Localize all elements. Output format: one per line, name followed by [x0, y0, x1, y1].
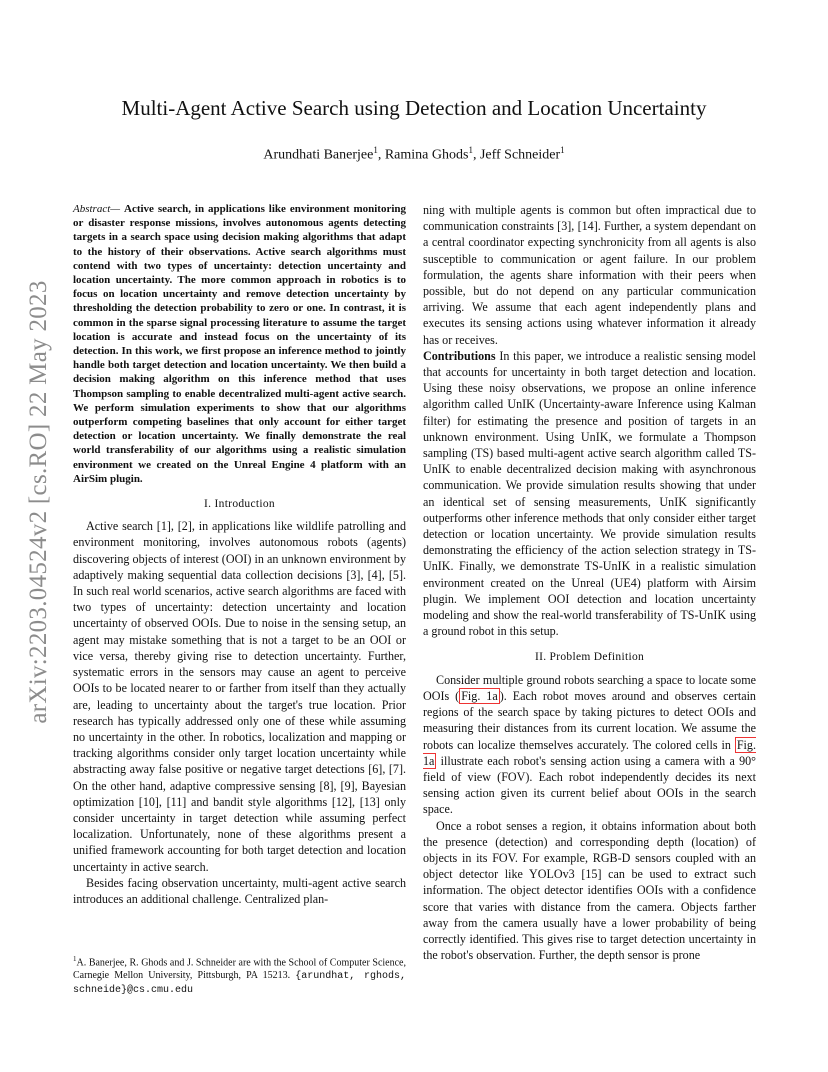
abstract-text: Active search, in applications like environment monitoring or disaster response missions, involves autonomous agents detecting targets in a search space using decision making algorithms that adapt to the history of their observations. Active search algorithms must contend with two types of uncertainty: detection uncertainty and location uncertainty. The more common approach in robotics is to focus on location uncertainty and remove detection uncertainty by thresholding the detection probability to zero or one. In contrast, it is common in the sparse signal processing literature to assume the target location is accurate and instead focus on the uncertainty of its detection. In this work, we first propose an inference method to jointly handle both target detection and location uncertainty. We then build a decision making algorithm on this inference method that uses Thompson sampling to enable decentralized multi-agent active search. We perform simulation experiments to show that our algorithms outperform competing baselines that only account for either target detection or location uncertainty. We finally demonstrate the real world transferability of our algorithms using a realistic simulation environment we created on the Unreal Engine 4 platform with an AirSim plugin. [73, 203, 406, 485]
contributions-paragraph [423, 348, 756, 640]
footnote-mark: 1 [73, 955, 77, 963]
section-heading-introduction: I. Introduction [204, 498, 275, 511]
figure-1a-link[interactable]: Fig. 1a [423, 737, 756, 768]
contributions-label: Contributions [423, 348, 496, 363]
author-name: Ramina Ghods [384, 147, 469, 163]
abstract-label: Abstract [73, 203, 111, 215]
paper-title: Multi-Agent Active Search using Detection and Location Uncertainty [121, 96, 707, 120]
affiliation-footnote [73, 953, 406, 997]
problem-paragraph-2: Once a robot senses a region, it obtains information about both the presence (detection) and corresponding depth (location) of objects in its FOV. For example, RGB-D sensors coupled with an object detector like YOLOv3 [15] can be used to extract such information. The object detector identifies OOIs with a confidence score that varies with distance from the camera. Objects farther away from the camera usually have a lower probability of being correctly identified. This gives rise to target detection uncertainty in the robot's observation. Further, the depth sensor is prone [423, 818, 756, 963]
author-separator: , [472, 147, 480, 163]
intro-continued-paragraph: ning with multiple agents is common but often impractical due to communication constraints [3], [14]. Further, a system dependant on a central coordinator expecting synchronicity from all agents is also susceptible to communication or agent failure. In our problem formulation, the agents share information with their peers when possible, but do not depend on any particular communication arriving. We assume that each agent independently plans and executes its sensing actions using whatever information it already has or receives. [423, 203, 756, 347]
abstract [73, 202, 406, 486]
intro-paragraph-1: Active search [1], [2], in applications like wildlife patrolling and environment monitoring, involves autonomous robots (agents) discovering objects of interest (OOI) in an unknown environment by adaptively making sequential data collection decisions [3], [4], [5]. In such real world scenarios, active search algorithms are faced with two types of uncertainty: detection uncertainty and location uncertainty of observed OOIs. Due to noise in the sensing setup, an agent may mistake something that is not a target to be an OOI or vice versa, thereby giving rise to detection uncertainty. Further, systematic errors in the sensors may cause an agent to perceive OOIs to be located nearer to or farther from itself than they actually are, leading to uncertainty about the target's true location. Prior research has typically addressed only one of these while assuming no uncertainty in the other. In robotics, localization and mapping or tracking algorithms consider only target location uncertainty while abstracting away false positive or negative target detections [6], [7]. On the other hand, adaptive compressive sensing [8], [9], Bayesian optimization [10], [11] and bandit style algorithms [12], [13] only consider uncertainty in target detection while assuming perfect localization. Unfortunately, none of these algorithms present a unified framework accounting for both target detection and location uncertainty in active search. [73, 519, 406, 874]
author-separator: , [377, 147, 385, 163]
abstract-dash: — [110, 203, 124, 215]
author-affiliation-mark: 1 [468, 145, 473, 155]
author-list [0, 145, 828, 164]
left-column [73, 202, 406, 907]
right-column [423, 202, 756, 963]
figure-1a-link[interactable]: Fig. 1a [461, 688, 498, 703]
author-emails[interactable]: {arundhat, rghods, schneide}@cs.cmu.edu [73, 971, 406, 997]
intro-paragraph-2: Besides facing observation uncertainty, multi-agent active search introduces an additional challenge. Centralized plan- [73, 875, 406, 906]
author-name: Jeff Schneider [479, 147, 561, 163]
arxiv-stamp-text: arXiv:2203.04524v2 [cs.RO] 22 May 2023 [25, 280, 52, 724]
contributions-text: In this paper, we introduce a realistic sensing model that accounts for uncertainty in both target detection and location. Using these noisy observations, we propose an online inference algorithm called UnIK (Uncertainty-aware Inference using Kalman filter) for estimating the presence and position of targets in an unknown environment. Using UnIK, we formulate a Thompson sampling (TS) based multi-agent active search algorithm called TS-UnIK to enable decentralized decision making with asynchronous communication. We provide simulation results showing that under an identical set of sensing measurements, UnIK significantly outperforms other inference methods that only consider either target detection or location uncertainty. We provide simulation results demonstrating the efficiency of the action selection strategy in TS-UnIK. Finally, we demonstrate TS-UnIK in a realistic simulation environment created on the Unreal (UE4) platform with Airsim plugin. We implement OOI detection and location uncertainty modeling and show the real-world transferability of TS-UnIK using a ground robot in this setup. [423, 348, 756, 639]
author-affiliation-mark: 1 [373, 145, 378, 155]
author-name: Arundhati Banerjee [263, 147, 374, 163]
problem-paragraph-1 [423, 672, 756, 818]
problem-text-part-b: ). Each robot moves around and observes certain regions of the search space by taking pictures to detect OOIs and measuring their distances from its current location. We assume the robots can localize themselves accurately. The colored cells in [423, 688, 756, 752]
arxiv-identifier-stamp [14, 272, 64, 732]
footnote-text: A. Banerjee, R. Ghods and J. Schneider are with the School of Computer Science, Carnegie Mellon University, Pittsburgh, PA 15213. [73, 957, 406, 982]
problem-text-part-a: Consider multiple ground robots searching a space to locate some OOIs ( [423, 672, 756, 703]
author-affiliation-mark: 1 [560, 145, 565, 155]
problem-text-part-c: illustrate each robot's sensing action using a camera with a 90° field of view (FOV). Each robot independently decides its next sensing action given its current belief about OOIs in the search space. [423, 753, 756, 817]
section-heading-problem-definition: II. Problem Definition [534, 651, 645, 664]
